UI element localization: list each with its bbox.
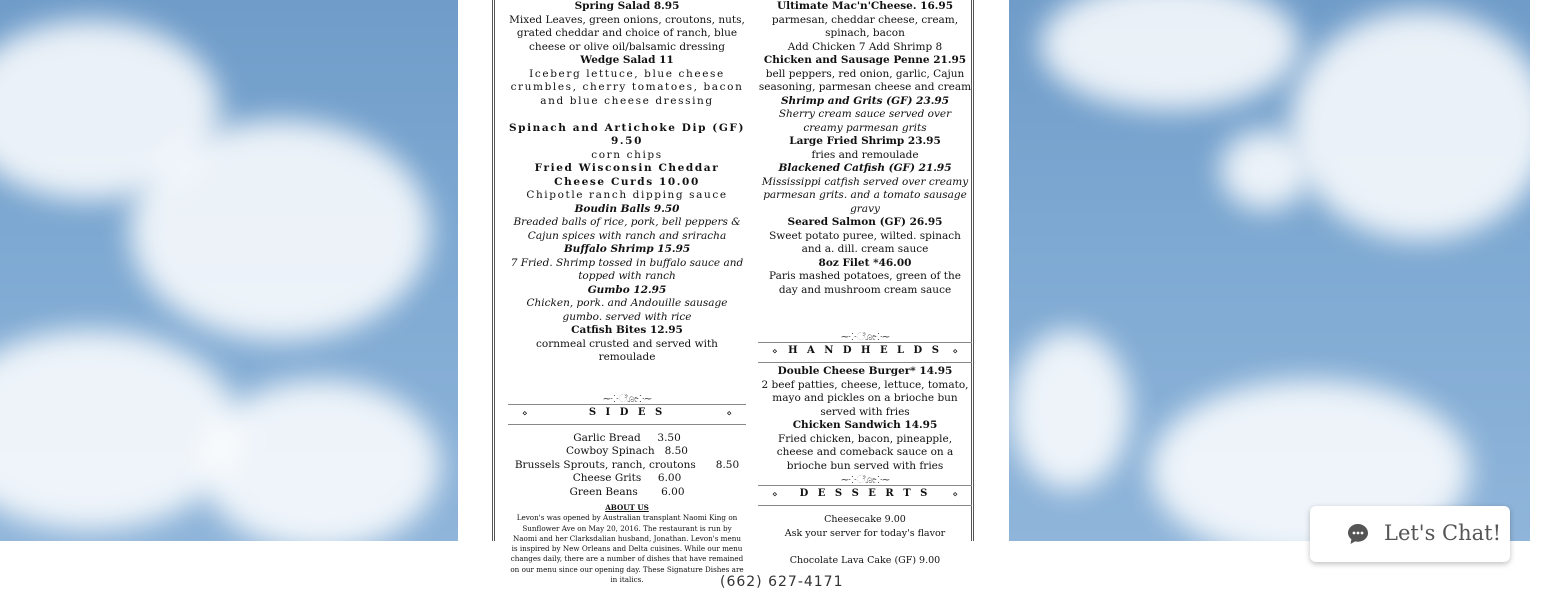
- about-text: Levon's was opened by Australian transplant Naomi King on Sunflower Ave on May 20, 2016. The restaurant is run by Naomi and her Clarksdalian husband, Jonathan. Levon's menu is inspired by New Orleans and Delta cuisines. While our menu changes daily, there are a number of dishes that have remained on our menu since our opening day. These Signature Dishes are in italics.: [510, 513, 744, 585]
- menu-line: Catfish Bites 12.95: [571, 324, 683, 336]
- desserts-list: [758, 513, 972, 567]
- menu-line: Mixed Leaves, green onions, croutons, nuts, grated cheddar and choice of ranch, blue cheese or olive oil/balsamic dressing: [509, 13, 745, 53]
- side-item: Green Beans 6.00: [569, 485, 685, 498]
- menu-left-column: [508, 0, 746, 585]
- side-item: Garlic Bread 3.50: [573, 431, 681, 444]
- handhelds-title: H A N D H E L D S: [788, 345, 942, 356]
- menu-line: Buffalo Shrimp 15.95: [563, 243, 691, 255]
- ornament-icon: ~⁘ೋ⁘~: [840, 330, 890, 343]
- menu-line: Chicken, pork. and Andouille sausage gumbo. served with rice: [526, 297, 728, 323]
- menu-line: Paris mashed potatoes, green of the day and mushroom cream sauce: [769, 270, 961, 296]
- menu-line: [508, 108, 746, 122]
- menu-line: Boudin Balls 9.50: [574, 202, 680, 215]
- entrees-list: [758, 0, 972, 297]
- footer-phone[interactable]: (662) 627-4171: [720, 574, 844, 590]
- cloud: [0, 330, 240, 530]
- chat-widget-button[interactable]: [1310, 506, 1510, 562]
- menu-line: Add Chicken 7 Add Shrimp 8: [787, 40, 943, 53]
- menu-line: Shrimp and Grits (GF) 23.95: [780, 94, 950, 107]
- menu-line: Cheesecake 9.00: [824, 514, 906, 525]
- menu-line: Large Fried Shrimp 23.95: [789, 135, 941, 147]
- cloud: [200, 380, 440, 550]
- menu-line: Double Cheese Burger* 14.95: [777, 365, 953, 377]
- menu-line: Fried chicken, bacon, pineapple, cheese and comeback sauce on a brioche bun served with fries: [776, 432, 954, 472]
- menu-line: 7 Fried. Shrimp tossed in buffalo sauce and topped with ranch: [510, 256, 744, 282]
- sides-title: S I D E S: [588, 406, 666, 418]
- diamond-icon: ⋄: [726, 408, 732, 419]
- menu-line: 2 beef patties, cheese, lettuce, tomato, mayo and pickles on a brioche bun served with fries: [761, 378, 969, 418]
- cloud: [130, 120, 430, 340]
- menu-line: Chicken and Sausage Penne 21.95: [763, 54, 967, 66]
- sides-header: [508, 392, 746, 432]
- menu-line: [758, 540, 972, 554]
- menu-line: Spinach and Artichoke Dip (GF) 9.50: [508, 121, 746, 147]
- appetizers-list: [508, 0, 746, 365]
- side-item: Brussels Sprouts, ranch, croutons 8.50: [514, 458, 740, 471]
- side-item: Cheese Grits 6.00: [572, 472, 682, 484]
- about-title: ABOUT US: [605, 503, 649, 512]
- menu-line: Breaded balls of rice, pork, bell peppers & Cajun spices with ranch and sriracha: [513, 216, 741, 242]
- diamond-icon: ⋄: [952, 490, 958, 500]
- menu-line: Ask your server for today's flavor: [784, 527, 946, 539]
- menu-line: Fried Wisconsin Cheddar Cheese Curds 10.00: [534, 162, 720, 188]
- menu-line: fries and remoulade: [811, 148, 919, 161]
- menu-line: bell peppers, red onion, garlic, Cajun seasoning, parmesan cheese and cream: [758, 67, 972, 93]
- diamond-icon: ⋄: [952, 347, 958, 357]
- side-item: Cowboy Spinach 8.50: [566, 445, 688, 457]
- desserts-header: [758, 473, 972, 513]
- menu-line: Sherry cream sauce served over creamy parmesan grits: [778, 108, 952, 134]
- menu-line: Chicken Sandwich 14.95: [792, 419, 938, 431]
- menu-border-left: [492, 0, 495, 541]
- menu-line: Gumbo 12.95: [587, 283, 667, 296]
- cloud: [1010, 330, 1130, 490]
- cloud: [1040, 0, 1300, 110]
- menu-line: Chipotle ranch dipping sauce: [526, 189, 728, 201]
- diamond-icon: ⋄: [772, 347, 778, 357]
- diamond-icon: ⋄: [522, 408, 528, 419]
- menu-right-column: [758, 0, 972, 567]
- menu-line: Ultimate Mac'n'Cheese. 16.95: [776, 0, 954, 12]
- menu-line: Spring Salad 8.95: [574, 0, 680, 12]
- handhelds-list: [758, 365, 972, 473]
- cloud: [1220, 130, 1310, 210]
- menu-line: cornmeal crusted and served with remoulade: [536, 337, 718, 363]
- diamond-icon: ⋄: [772, 490, 778, 500]
- menu-line: Mississippi catfish served over creamy parmesan grits. and a tomato sausage gravy: [761, 175, 969, 215]
- sides-list: [508, 432, 746, 500]
- menu-line: Sweet potato puree, wilted. spinach and a. dill. cream sauce: [769, 229, 961, 255]
- menu-line: corn chips: [591, 148, 663, 161]
- chat-label: Let's Chat!: [1384, 521, 1502, 545]
- menu-line: Seared Salmon (GF) 26.95: [787, 216, 943, 228]
- cloud: [1290, 10, 1550, 240]
- menu-line: parmesan, cheddar cheese, cream, spinach, bacon: [771, 13, 959, 39]
- menu-line: 8oz Filet *46.00: [818, 256, 912, 269]
- menu-line: Blackened Catfish (GF) 21.95: [778, 162, 952, 174]
- handhelds-header: [758, 330, 972, 370]
- ornament-icon: ~⁘ೋ⁘~: [602, 391, 652, 405]
- menu-line: Chocolate Lava Cake (GF) 9.00: [789, 554, 941, 566]
- menu-line: Wedge Salad 11: [580, 54, 674, 66]
- chat-bubble-icon: [1346, 522, 1370, 546]
- menu-line: Iceberg lettuce, blue cheese crumbles, cherry tomatoes, bacon and blue cheese dressing: [510, 67, 744, 107]
- desserts-title: D E S S E R T S: [799, 488, 931, 499]
- ornament-icon: ~⁘ೋ⁘~: [840, 473, 890, 486]
